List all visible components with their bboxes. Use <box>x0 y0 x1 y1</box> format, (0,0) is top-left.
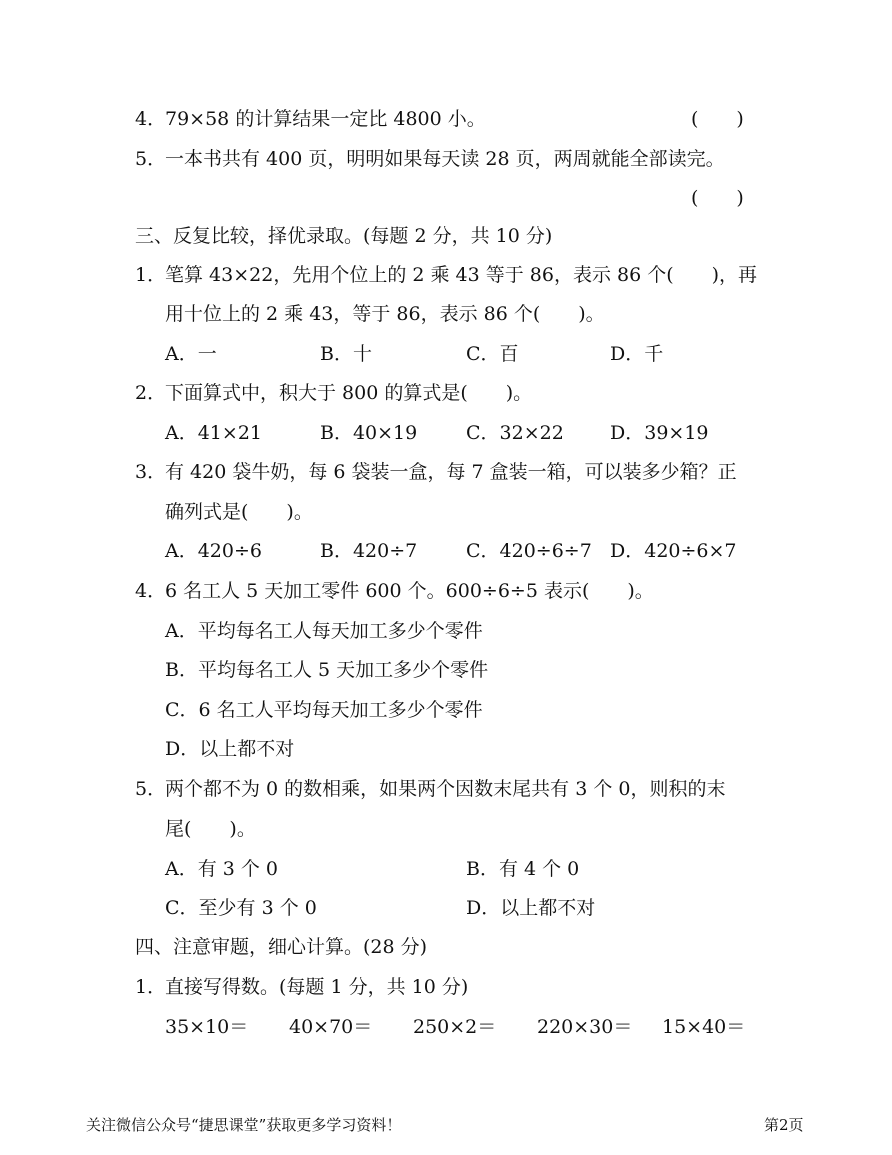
calc-item: 250×2＝ <box>413 1016 497 1038</box>
mc-q4 <box>135 579 654 603</box>
question-number: 1． <box>135 976 167 998</box>
option-d: D．以上都不对 <box>466 897 596 919</box>
judge-q5 <box>135 147 725 171</box>
question-text: 笔算 43×22，先用个位上的 2 乘 43 等于 86，表示 86 个( )，再 <box>165 264 758 286</box>
question-text-continued: 用十位上的 2 乘 43，等于 86，表示 86 个( )。 <box>165 303 605 325</box>
question-number: 4． <box>135 108 167 130</box>
question-text: 79×58 的计算结果一定比 4800 小。 <box>165 108 486 130</box>
question-text: 一本书共有 400 页，明明如果每天读 28 页，两周就能全部读完。 <box>165 148 725 170</box>
option-c: C．至少有 3 个 0 <box>165 897 317 919</box>
calc-q1 <box>135 975 468 999</box>
question-text: 有 420 袋牛奶，每 6 袋装一盒，每 7 盒装一箱，可以装多少箱？正 <box>165 461 737 483</box>
question-text: 两个都不为 0 的数相乘，如果两个因数末尾共有 3 个 0，则积的末 <box>165 778 726 800</box>
option-b: B．40×19 <box>320 422 418 444</box>
question-number: 2． <box>135 382 167 404</box>
option-a: A．有 3 个 0 <box>165 858 279 880</box>
option-a: A．平均每名工人每天加工多少个零件 <box>165 620 483 642</box>
option-d: D．39×19 <box>610 422 709 444</box>
option-d: D．千 <box>610 343 664 365</box>
judge-q4 <box>135 107 486 131</box>
question-number: 5． <box>135 778 167 800</box>
question-text: 6 名工人 5 天加工零件 600 个。600÷6÷5 表示( )。 <box>165 580 654 602</box>
option-d: D．420÷6×7 <box>610 540 737 562</box>
mc-q5 <box>135 777 725 801</box>
option-d: D．以上都不对 <box>165 738 295 760</box>
question-text: 直接写得数。(每题 1 分，共 10 分) <box>165 976 469 998</box>
question-number: 3． <box>135 461 167 483</box>
option-c: C．420÷6÷7 <box>466 540 592 562</box>
option-a: A．420÷6 <box>165 540 262 562</box>
question-text-continued: 尾( )。 <box>165 818 256 840</box>
option-c: C．32×22 <box>466 422 564 444</box>
question-number: 1． <box>135 264 167 286</box>
answer-paren: ( ) <box>691 108 744 130</box>
calc-item: 220×30＝ <box>537 1016 633 1038</box>
page-number: 第2页 <box>764 1116 804 1134</box>
section-title: 三、反复比较，择优录取。(每题 2 分，共 10 分) <box>135 225 553 247</box>
option-b: B．有 4 个 0 <box>466 858 580 880</box>
option-a: A．一 <box>165 343 217 365</box>
option-c: C．百 <box>466 343 519 365</box>
calc-item: 35×10＝ <box>165 1016 249 1038</box>
option-b: B．十 <box>320 343 372 365</box>
calc-item: 15×40＝ <box>662 1016 746 1038</box>
question-text: 下面算式中，积大于 800 的算式是( )。 <box>165 382 533 404</box>
mc-q3 <box>135 460 737 484</box>
footer-note: 关注微信公众号“捷思课堂”获取更多学习资料！ <box>86 1116 402 1134</box>
option-c: C．6 名工人平均每天加工多少个零件 <box>165 699 483 721</box>
question-text-continued: 确列式是( )。 <box>165 501 313 523</box>
section-title: 四、注意审题，细心计算。(28 分) <box>135 936 428 958</box>
question-number: 4． <box>135 580 167 602</box>
option-a: A．41×21 <box>165 422 262 444</box>
mc-q2 <box>135 381 532 405</box>
option-b: B．平均每名工人 5 天加工多少个零件 <box>165 659 489 681</box>
question-number: 5． <box>135 148 167 170</box>
answer-paren: ( ) <box>691 187 744 209</box>
option-b: B．420÷7 <box>320 540 418 562</box>
calc-item: 40×70＝ <box>289 1016 373 1038</box>
mc-q1 <box>135 263 757 287</box>
